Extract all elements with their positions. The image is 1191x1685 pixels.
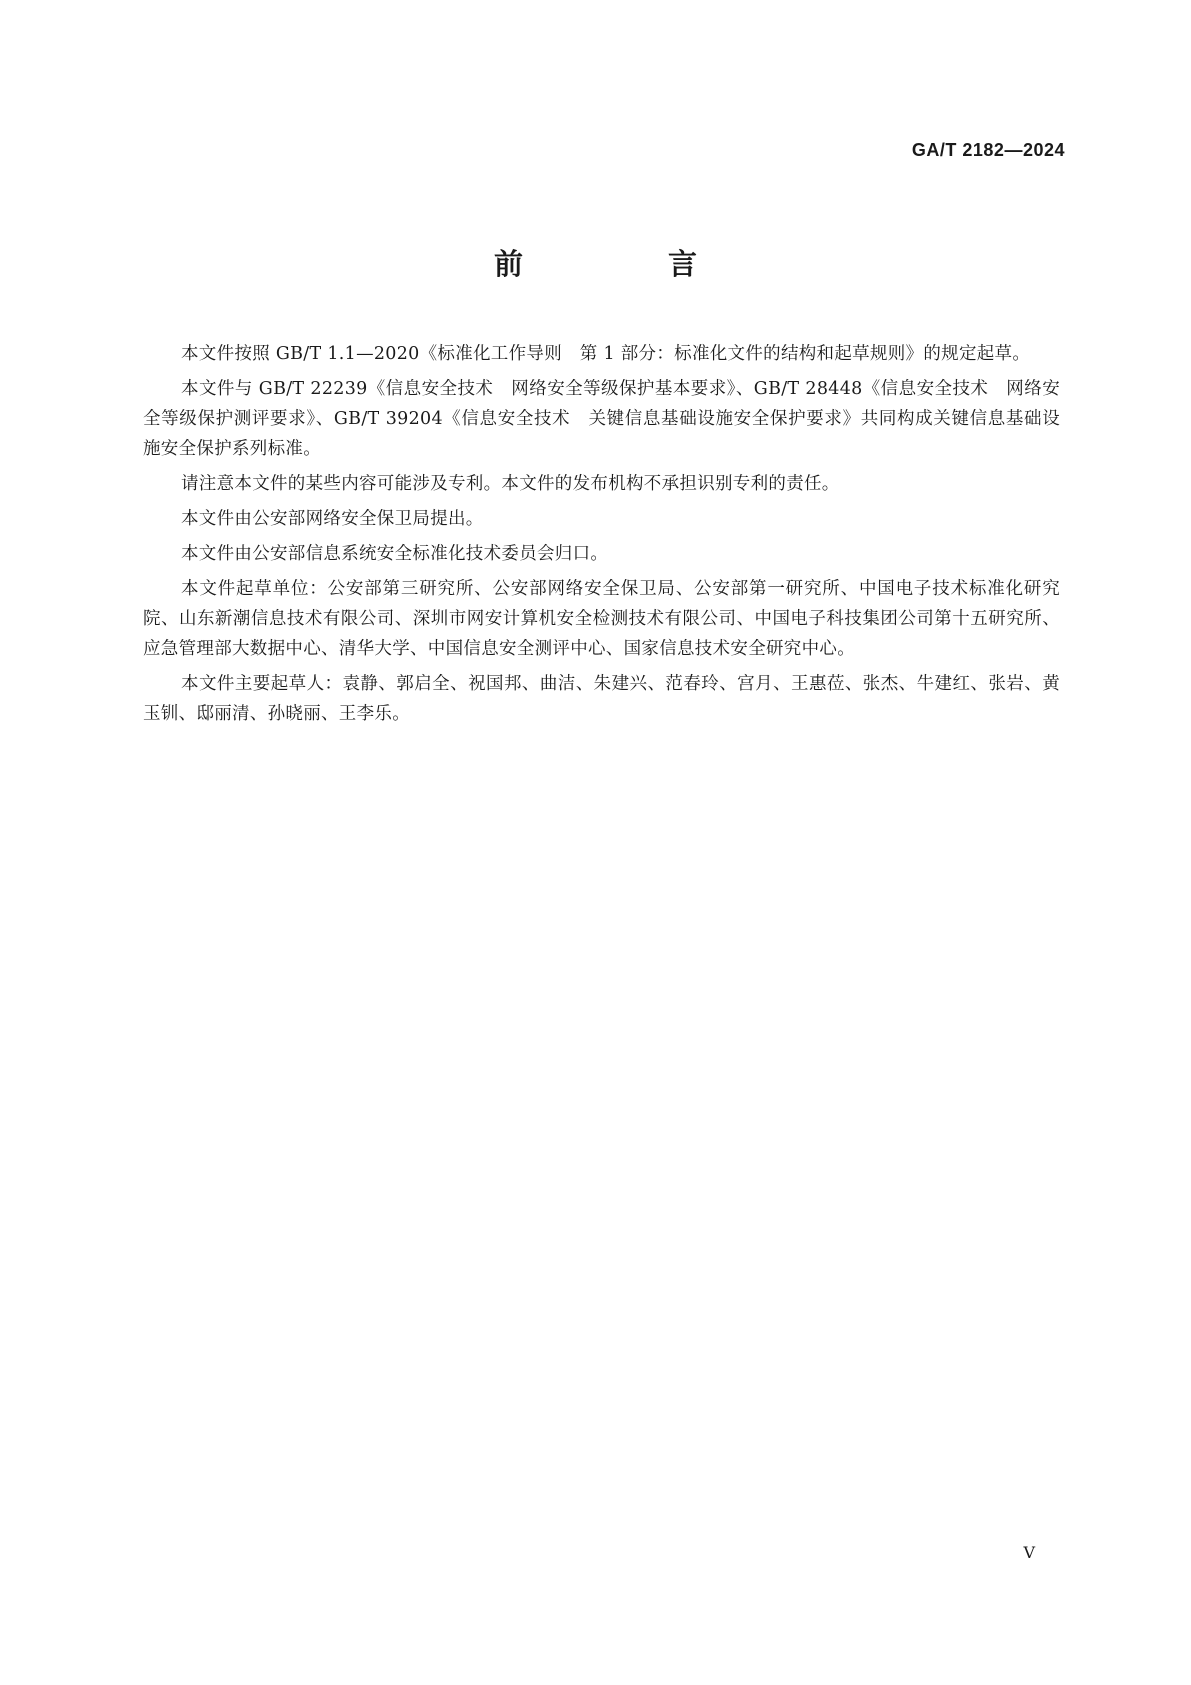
- paragraph-patent-notice: 请注意本文件的某些内容可能涉及专利。本文件的发布机构不承担识别专利的责任。: [181, 474, 840, 494]
- paragraph-drafting-rules: 本文件按照 GB/T 1.1—2020《标准化工作导则 第 1 部分：标准化文件的结构和起草规则》的规定起草。: [181, 344, 1031, 364]
- paragraph-drafting-units: 本文件起草单位：公安部第三研究所、公安部网络安全保卫局、公安部第一研究所、中国电子技术标准化研究院、山东新潮信息技术有限公司、深圳市网安计算机安全检测技术有限公司、中国电子科技集团公司第十五研究所、应急管理部大数据中心、清华大学、中国信息安全测评中心、国家信息技术安全研究中心。: [143, 579, 1060, 659]
- paragraph-responsible-committee: 本文件由公安部信息系统安全标准化技术委员会归口。: [181, 544, 609, 564]
- paragraph-related-standards: 本文件与 GB/T 22239《信息安全技术 网络安全等级保护基本要求》、GB/T 28448《信息安全技术 网络安全等级保护测评要求》、GB/T 39204《信息安全技术 关键信息基础设施安全保护要求》共同构成关键信息基础设施安全保护系列标准。: [143, 379, 1060, 459]
- page-number: V: [1023, 1543, 1035, 1562]
- paragraph-proposer: 本文件由公安部网络安全保卫局提出。: [181, 509, 484, 529]
- standard-number: GA/T 2182—2024: [911, 140, 1065, 160]
- paragraph-drafters: 本文件主要起草人：袁静、郭启全、祝国邦、曲洁、朱建兴、范春玲、宫月、王惠莅、张杰、牛建红、张岩、黄玉钏、邸丽清、孙晓丽、王李乐。: [143, 674, 1060, 724]
- page-title: 前 言: [493, 247, 755, 281]
- foreword-body: [143, 339, 1060, 734]
